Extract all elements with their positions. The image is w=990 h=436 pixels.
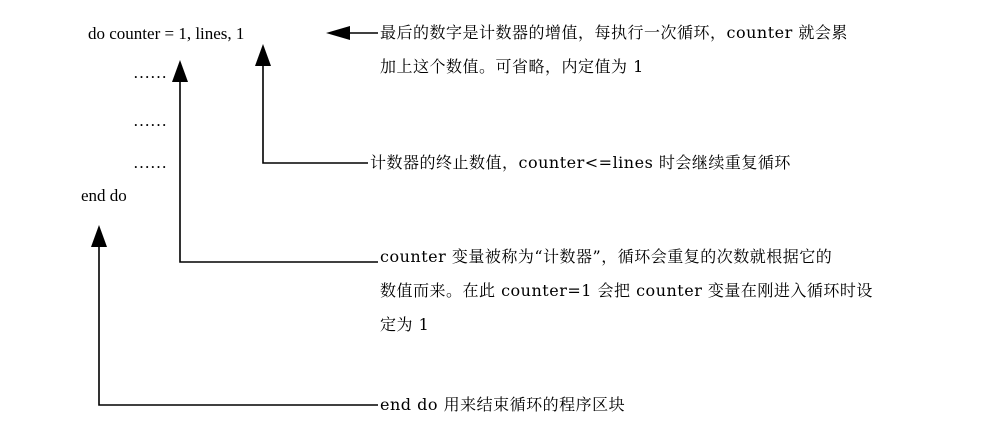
counter-arrowhead-icon <box>172 60 188 82</box>
increment-arrowhead-icon <box>326 26 350 40</box>
counter-note-line-3: 定为 1 <box>380 315 430 334</box>
code-do-line: do counter = 1, lines, 1 <box>88 24 245 43</box>
limit-note: 计数器的终止数值，counter<=lines 时会继续重复循环 <box>370 153 791 172</box>
code-end-do-line: end do <box>81 186 127 205</box>
increment-note-line-2: 加上这个数值。可省略，内定值为 1 <box>380 57 644 76</box>
code-ellipsis-3: …… <box>133 153 167 172</box>
counter-note-line-1: counter 变量被称为“计数器”，循环会重复的次数就根据它的 <box>380 247 833 266</box>
limit-arrowhead-icon <box>255 44 271 66</box>
code-ellipsis-1: …… <box>133 63 167 82</box>
increment-note-line-1: 最后的数字是计数器的增值，每执行一次循环，counter 就会累 <box>380 23 848 42</box>
counter-note-line-2: 数值而来。在此 counter=1 会把 counter 变量在刚进入循环时设 <box>380 281 873 300</box>
counter-connector <box>180 76 378 262</box>
end-do-arrowhead-icon <box>91 225 107 247</box>
end-do-connector <box>99 242 378 405</box>
limit-connector <box>263 58 368 163</box>
code-ellipsis-2: …… <box>133 111 167 130</box>
end-do-note: end do 用来结束循环的程序区块 <box>380 395 626 414</box>
